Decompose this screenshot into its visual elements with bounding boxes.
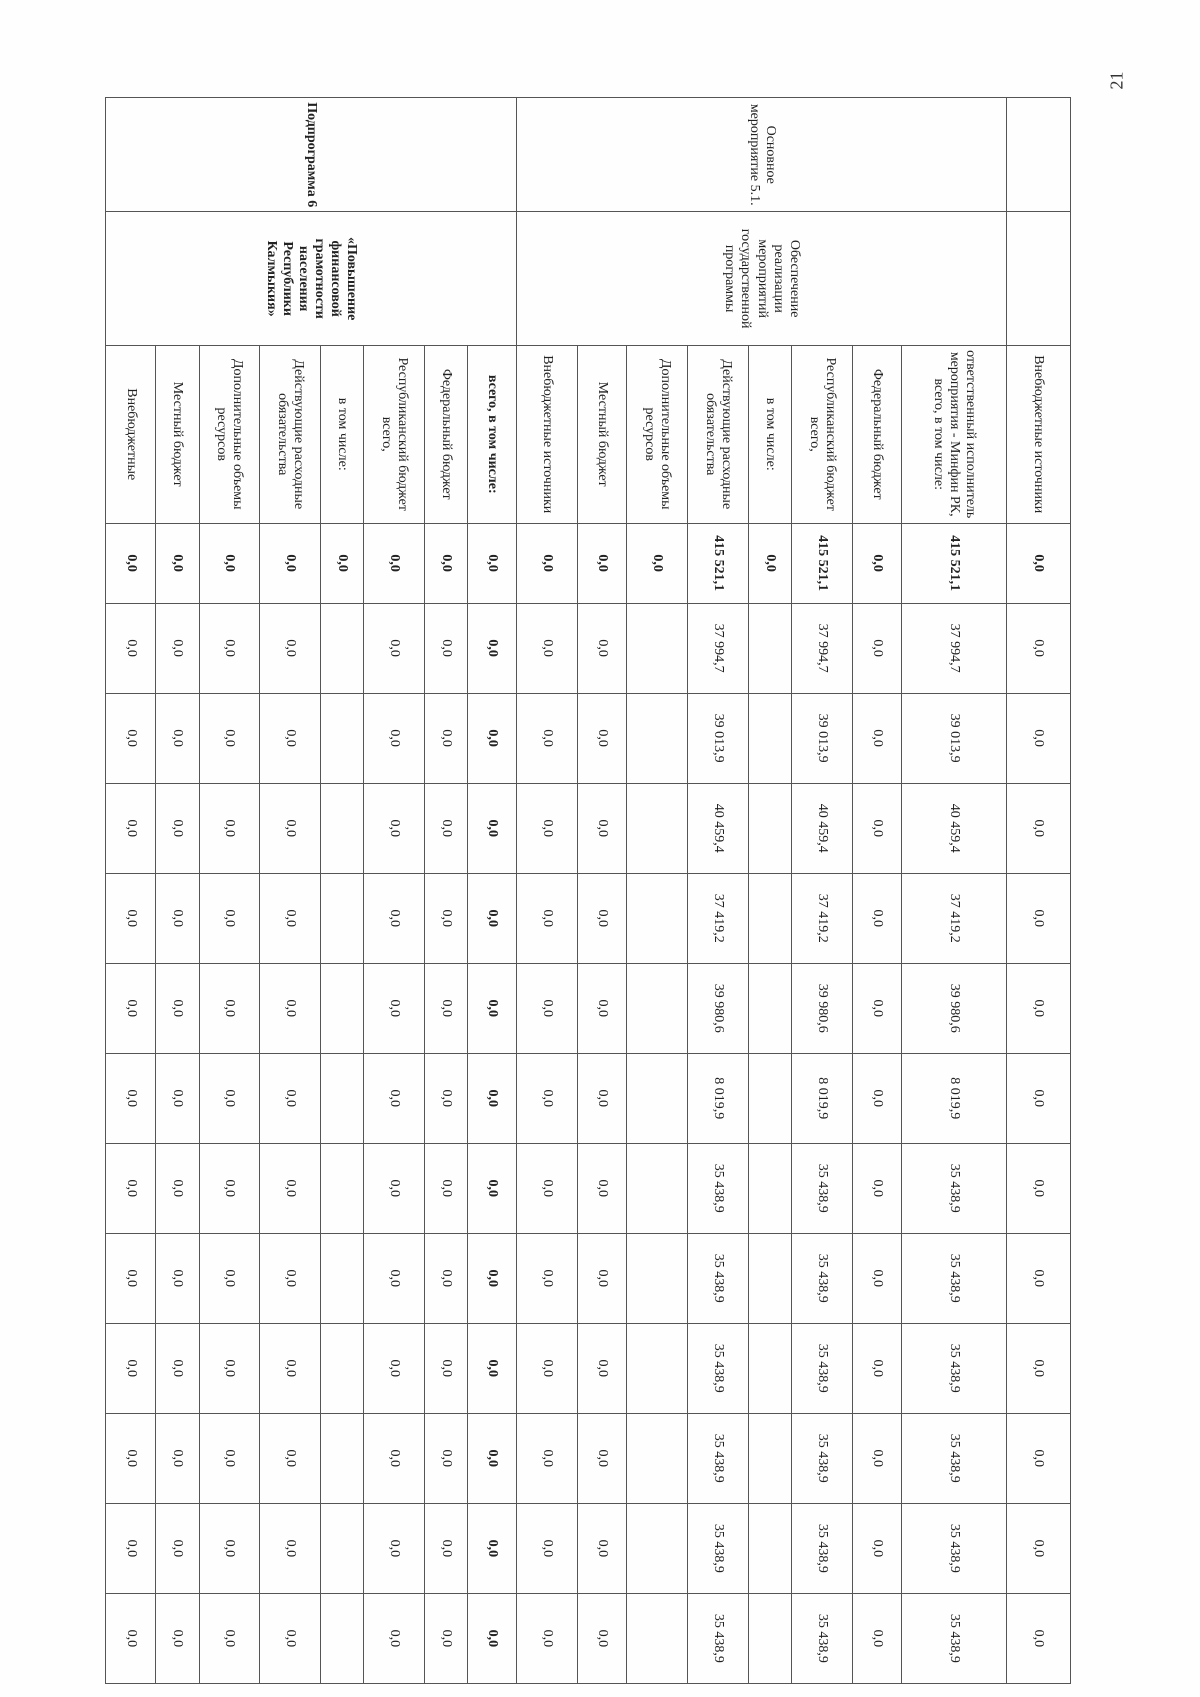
year-value: 0,0 — [424, 873, 467, 963]
year-value: 0,0 — [424, 963, 467, 1053]
total-value: 0,0 — [627, 523, 688, 603]
year-value: 0,0 — [517, 693, 578, 783]
year-value: 0,0 — [1006, 1593, 1070, 1683]
funding-source: Местный бюджет — [578, 345, 627, 523]
year-value: 35 438,9 — [791, 1233, 852, 1323]
year-value: 0,0 — [199, 1233, 260, 1323]
year-value: 0,0 — [517, 963, 578, 1053]
year-value: 0,0 — [106, 603, 156, 693]
year-value: 0,0 — [424, 1323, 467, 1413]
year-value: 0,0 — [517, 603, 578, 693]
year-value: 0,0 — [1006, 603, 1070, 693]
year-value: 0,0 — [468, 1323, 517, 1413]
year-value: 0,0 — [1006, 963, 1070, 1053]
year-value: 35 438,9 — [901, 1323, 1006, 1413]
year-value — [627, 963, 688, 1053]
year-value: 0,0 — [578, 963, 627, 1053]
year-value: 0,0 — [199, 1413, 260, 1503]
year-value — [627, 603, 688, 693]
year-value: 0,0 — [424, 1053, 467, 1143]
year-value: 0,0 — [156, 1593, 199, 1683]
year-value: 0,0 — [852, 963, 901, 1053]
page-number: 21 — [1106, 71, 1127, 90]
year-value — [321, 1143, 364, 1233]
year-value: 0,0 — [468, 1053, 517, 1143]
year-value — [627, 1413, 688, 1503]
total-value: 0,0 — [578, 523, 627, 603]
year-value — [627, 1053, 688, 1143]
year-value: 0,0 — [517, 1413, 578, 1503]
table-row — [468, 98, 517, 1684]
year-value: 0,0 — [106, 1323, 156, 1413]
year-value: 0,0 — [364, 873, 425, 963]
year-value: 0,0 — [517, 1053, 578, 1143]
year-value: 40 459,4 — [791, 783, 852, 873]
year-value: 0,0 — [578, 1053, 627, 1143]
year-value: 0,0 — [578, 603, 627, 693]
total-value: 0,0 — [517, 523, 578, 603]
year-value: 0,0 — [517, 873, 578, 963]
program-name: «Повышение финансовой грамотности населения Республики Калмыкия» — [106, 212, 517, 345]
year-value: 37 994,7 — [901, 603, 1006, 693]
funding-source: Федеральный бюджет — [852, 345, 901, 523]
year-value: 0,0 — [424, 603, 467, 693]
funding-source: Внебюджетные источники — [517, 345, 578, 523]
total-value: 0,0 — [106, 523, 156, 603]
year-value: 0,0 — [106, 1503, 156, 1593]
year-value: 0,0 — [852, 1053, 901, 1143]
year-value: 0,0 — [468, 1593, 517, 1683]
year-value: 0,0 — [106, 1413, 156, 1503]
year-value: 0,0 — [260, 963, 321, 1053]
year-value: 0,0 — [199, 1593, 260, 1683]
year-value: 0,0 — [468, 873, 517, 963]
year-value: 0,0 — [424, 1233, 467, 1323]
year-value: 0,0 — [424, 783, 467, 873]
total-value: 0,0 — [260, 523, 321, 603]
year-value — [748, 963, 791, 1053]
year-value — [627, 873, 688, 963]
year-value: 0,0 — [517, 1593, 578, 1683]
budget-table — [105, 97, 1071, 1684]
year-value — [748, 1503, 791, 1593]
year-value: 37 419,2 — [687, 873, 748, 963]
year-value: 0,0 — [364, 783, 425, 873]
year-value: 0,0 — [468, 963, 517, 1053]
year-value: 35 438,9 — [687, 1503, 748, 1593]
year-value: 0,0 — [106, 1593, 156, 1683]
year-value: 0,0 — [260, 1593, 321, 1683]
year-value: 0,0 — [199, 1503, 260, 1593]
year-value: 35 438,9 — [901, 1593, 1006, 1683]
year-value: 0,0 — [260, 1323, 321, 1413]
total-value: 0,0 — [748, 523, 791, 603]
year-value — [748, 1233, 791, 1323]
year-value: 37 994,7 — [791, 603, 852, 693]
year-value: 0,0 — [199, 963, 260, 1053]
year-value — [627, 1323, 688, 1413]
year-value: 0,0 — [578, 873, 627, 963]
year-value: 0,0 — [260, 1503, 321, 1593]
total-value: 0,0 — [364, 523, 425, 603]
year-value: 0,0 — [852, 1593, 901, 1683]
funding-source: Федеральный бюджет — [424, 345, 467, 523]
year-value — [748, 693, 791, 783]
year-value: 0,0 — [852, 783, 901, 873]
year-value: 0,0 — [106, 783, 156, 873]
year-value: 0,0 — [199, 783, 260, 873]
year-value: 0,0 — [106, 693, 156, 783]
year-value — [748, 1323, 791, 1413]
funding-source: в том числе: — [748, 345, 791, 523]
funding-source: всего, в том числе: — [468, 345, 517, 523]
year-value: 0,0 — [364, 603, 425, 693]
year-value: 35 438,9 — [791, 1323, 852, 1413]
year-value: 0,0 — [1006, 1503, 1070, 1593]
total-value: 0,0 — [199, 523, 260, 603]
year-value — [321, 693, 364, 783]
year-value: 0,0 — [364, 1053, 425, 1143]
program-status: Подпрограмма 6 — [106, 98, 517, 212]
year-value: 0,0 — [468, 1413, 517, 1503]
total-value: 415 521,1 — [901, 523, 1006, 603]
year-value: 0,0 — [852, 603, 901, 693]
year-value — [748, 873, 791, 963]
year-value — [627, 1233, 688, 1323]
year-value: 35 438,9 — [687, 1233, 748, 1323]
year-value: 0,0 — [1006, 1053, 1070, 1143]
year-value — [627, 783, 688, 873]
year-value: 0,0 — [852, 1143, 901, 1233]
year-value — [321, 1503, 364, 1593]
year-value: 0,0 — [468, 1503, 517, 1593]
funding-source: Республиканский бюджет всего, — [791, 345, 852, 523]
year-value: 0,0 — [260, 1143, 321, 1233]
year-value: 0,0 — [424, 1593, 467, 1683]
year-value: 0,0 — [156, 783, 199, 873]
year-value: 0,0 — [578, 1233, 627, 1323]
year-value: 0,0 — [260, 783, 321, 873]
year-value: 0,0 — [468, 1233, 517, 1323]
year-value: 0,0 — [106, 1233, 156, 1323]
year-value: 39 980,6 — [687, 963, 748, 1053]
year-value — [748, 1413, 791, 1503]
year-value: 0,0 — [364, 1413, 425, 1503]
year-value: 0,0 — [424, 1503, 467, 1593]
year-value: 0,0 — [199, 1323, 260, 1413]
funding-source: в том числе: — [321, 345, 364, 523]
year-value — [321, 1593, 364, 1683]
year-value: 35 438,9 — [791, 1503, 852, 1593]
year-value — [627, 1503, 688, 1593]
year-value: 8 019,9 — [687, 1053, 748, 1143]
program-name: Обеспечение реализации мероприятий государственной программы — [517, 212, 1006, 345]
year-value: 0,0 — [156, 603, 199, 693]
year-value: 0,0 — [260, 1053, 321, 1143]
year-value: 0,0 — [260, 873, 321, 963]
table-row — [901, 98, 1006, 1684]
total-value: 0,0 — [852, 523, 901, 603]
year-value: 0,0 — [156, 1233, 199, 1323]
year-value: 0,0 — [1006, 873, 1070, 963]
year-value: 0,0 — [106, 1143, 156, 1233]
year-value: 39 980,6 — [791, 963, 852, 1053]
year-value: 0,0 — [156, 1413, 199, 1503]
year-value: 0,0 — [852, 1503, 901, 1593]
funding-source: Дополнительные объемы ресурсов — [199, 345, 260, 523]
year-value — [321, 873, 364, 963]
year-value: 0,0 — [156, 873, 199, 963]
year-value — [627, 1593, 688, 1683]
year-value: 0,0 — [1006, 1233, 1070, 1323]
year-value: 0,0 — [1006, 1413, 1070, 1503]
year-value: 35 438,9 — [901, 1233, 1006, 1323]
year-value: 0,0 — [156, 1053, 199, 1143]
year-value: 37 419,2 — [901, 873, 1006, 963]
year-value: 40 459,4 — [687, 783, 748, 873]
year-value: 39 013,9 — [901, 693, 1006, 783]
year-value: 0,0 — [852, 873, 901, 963]
year-value: 35 438,9 — [901, 1143, 1006, 1233]
year-value: 0,0 — [260, 1413, 321, 1503]
year-value: 39 013,9 — [687, 693, 748, 783]
year-value — [627, 693, 688, 783]
year-value: 0,0 — [260, 1233, 321, 1323]
year-value — [748, 783, 791, 873]
table-row — [1006, 98, 1070, 1684]
year-value: 0,0 — [578, 783, 627, 873]
year-value: 0,0 — [468, 1143, 517, 1233]
year-value: 0,0 — [468, 783, 517, 873]
year-value — [321, 783, 364, 873]
year-value: 0,0 — [517, 1323, 578, 1413]
total-value: 415 521,1 — [687, 523, 748, 603]
funding-source: Дополнительные объемы ресурсов — [627, 345, 688, 523]
year-value: 0,0 — [260, 603, 321, 693]
year-value: 37 994,7 — [687, 603, 748, 693]
year-value: 37 419,2 — [791, 873, 852, 963]
year-value: 0,0 — [199, 1143, 260, 1233]
total-value: 415 521,1 — [791, 523, 852, 603]
year-value: 0,0 — [364, 1233, 425, 1323]
year-value: 0,0 — [106, 963, 156, 1053]
year-value: 0,0 — [578, 1143, 627, 1233]
year-value: 0,0 — [260, 693, 321, 783]
year-value: 0,0 — [199, 1053, 260, 1143]
year-value: 0,0 — [364, 963, 425, 1053]
year-value: 39 013,9 — [791, 693, 852, 783]
year-value: 35 438,9 — [901, 1503, 1006, 1593]
year-value: 0,0 — [852, 1413, 901, 1503]
year-value: 35 438,9 — [901, 1413, 1006, 1503]
year-value: 0,0 — [364, 1503, 425, 1593]
year-value: 0,0 — [424, 693, 467, 783]
funding-source: Действующие расходные обязательства — [260, 345, 321, 523]
program-status: Основное мероприятие 5.1. — [517, 98, 1006, 212]
total-value: 0,0 — [156, 523, 199, 603]
year-value: 35 438,9 — [687, 1413, 748, 1503]
year-value — [321, 603, 364, 693]
total-value: 0,0 — [321, 523, 364, 603]
year-value — [321, 1233, 364, 1323]
year-value: 0,0 — [364, 1143, 425, 1233]
year-value: 0,0 — [517, 1143, 578, 1233]
year-value: 0,0 — [852, 1323, 901, 1413]
year-value: 0,0 — [1006, 1143, 1070, 1233]
funding-source: Действующие расходные обязательства — [687, 345, 748, 523]
year-value: 0,0 — [578, 1413, 627, 1503]
year-value: 35 438,9 — [791, 1413, 852, 1503]
year-value — [321, 1413, 364, 1503]
year-value — [627, 1143, 688, 1233]
year-value: 0,0 — [1006, 1323, 1070, 1413]
year-value: 0,0 — [578, 1503, 627, 1593]
year-value: 0,0 — [156, 1323, 199, 1413]
year-value: 0,0 — [852, 693, 901, 783]
year-value: 0,0 — [106, 1053, 156, 1143]
total-value: 0,0 — [424, 523, 467, 603]
year-value: 0,0 — [199, 873, 260, 963]
year-value: 0,0 — [517, 1503, 578, 1593]
rotated-table-container — [105, 97, 1071, 1684]
funding-source: Местный бюджет — [156, 345, 199, 523]
year-value: 0,0 — [578, 1593, 627, 1683]
year-value: 0,0 — [468, 603, 517, 693]
year-value: 35 438,9 — [791, 1143, 852, 1233]
total-value: 0,0 — [1006, 523, 1070, 603]
year-value: 0,0 — [517, 1233, 578, 1323]
year-value: 35 438,9 — [687, 1323, 748, 1413]
year-value: 0,0 — [1006, 693, 1070, 783]
funding-source: ответственный исполнитель мероприятия - Минфин РК, всего, в том числе: — [901, 345, 1006, 523]
year-value: 40 459,4 — [901, 783, 1006, 873]
year-value — [748, 1053, 791, 1143]
year-value: 0,0 — [156, 693, 199, 783]
year-value: 0,0 — [468, 693, 517, 783]
year-value: 0,0 — [1006, 783, 1070, 873]
year-value: 0,0 — [156, 1503, 199, 1593]
funding-source: Внебюджетные — [106, 345, 156, 523]
year-value: 0,0 — [424, 1143, 467, 1233]
total-value: 0,0 — [468, 523, 517, 603]
year-value: 0,0 — [578, 693, 627, 783]
year-value — [748, 603, 791, 693]
year-value — [321, 1053, 364, 1143]
year-value — [321, 963, 364, 1053]
year-value: 0,0 — [517, 783, 578, 873]
year-value: 0,0 — [156, 963, 199, 1053]
year-value: 0,0 — [156, 1143, 199, 1233]
year-value: 0,0 — [364, 1593, 425, 1683]
year-value: 8 019,9 — [791, 1053, 852, 1143]
name-cell-empty — [1006, 212, 1070, 345]
year-value: 35 438,9 — [687, 1593, 748, 1683]
year-value: 0,0 — [424, 1413, 467, 1503]
year-value: 35 438,9 — [791, 1593, 852, 1683]
year-value: 0,0 — [199, 693, 260, 783]
year-value: 0,0 — [364, 693, 425, 783]
year-value — [748, 1593, 791, 1683]
year-value: 0,0 — [199, 603, 260, 693]
year-value — [321, 1323, 364, 1413]
year-value: 0,0 — [106, 873, 156, 963]
year-value: 8 019,9 — [901, 1053, 1006, 1143]
funding-source: Республиканский бюджет всего, — [364, 345, 425, 523]
year-value: 0,0 — [578, 1323, 627, 1413]
year-value: 39 980,6 — [901, 963, 1006, 1053]
year-value: 0,0 — [852, 1233, 901, 1323]
status-cell-empty — [1006, 98, 1070, 212]
year-value: 35 438,9 — [687, 1143, 748, 1233]
funding-source: Внебюджетные источники — [1006, 345, 1070, 523]
year-value: 0,0 — [364, 1323, 425, 1413]
year-value — [748, 1143, 791, 1233]
